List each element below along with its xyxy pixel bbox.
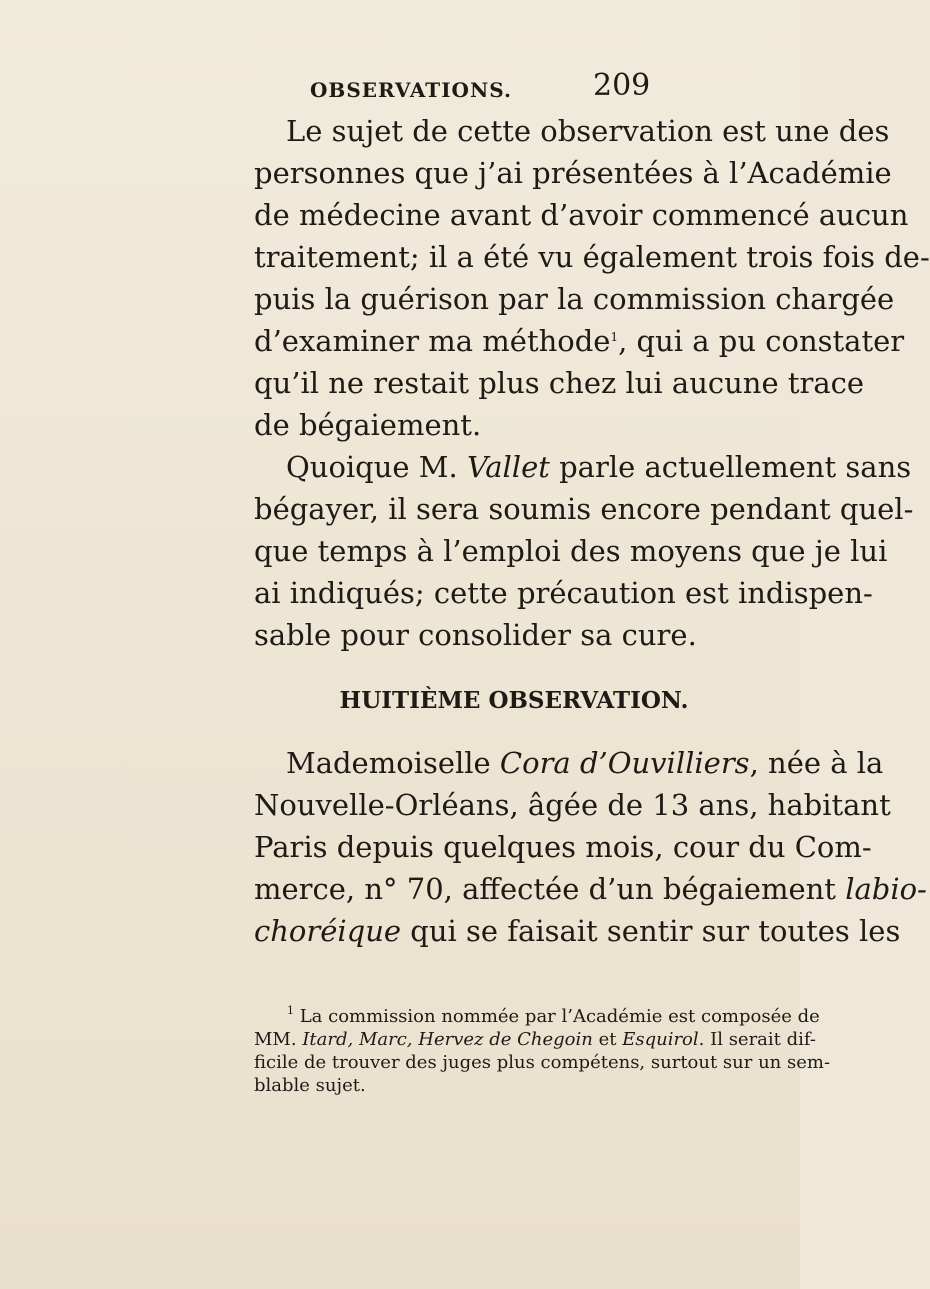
- text-line: [254, 868, 927, 910]
- section-heading: HUITIÈME OBSERVATION.: [339, 687, 689, 714]
- text-fragment: , qui a pu constater: [618, 324, 905, 358]
- text-fragment: qui se faisait sentir sur toutes les: [401, 914, 901, 948]
- text-fragment: d’examiner ma méthode: [254, 324, 611, 358]
- text-line: de bégaiement.: [254, 408, 482, 442]
- text-line: [254, 446, 912, 488]
- section-spacer: [254, 656, 774, 688]
- italic-term: labio-: [845, 872, 927, 906]
- text-line: traitement; il a été vu également trois fois de-: [254, 240, 930, 274]
- footnote-line: [254, 1004, 820, 1028]
- footnote-line: [254, 1028, 817, 1051]
- person-names: Itard, Marc, Hervez de Chegoin: [302, 1029, 593, 1050]
- text-line: [254, 910, 901, 952]
- text-line: Paris depuis quelques mois, cour du Com-: [254, 830, 872, 864]
- person-name: Vallet: [466, 450, 550, 484]
- text-line: puis la guérison par la commission chargée: [254, 282, 895, 316]
- italic-term: choréique: [254, 914, 402, 948]
- text-fragment: MM.: [254, 1029, 303, 1050]
- running-head: [0, 68, 800, 108]
- text-fragment: et: [592, 1029, 623, 1050]
- text-fragment: Quoique M.: [286, 450, 467, 484]
- text-line: Le sujet de cette observation est une des: [286, 114, 890, 148]
- text-fragment: , née à la: [749, 746, 884, 780]
- text-fragment: Mademoiselle: [286, 746, 500, 780]
- person-name: Cora d’Ouvilliers: [499, 746, 750, 780]
- person-name: Esquirol: [622, 1029, 699, 1050]
- text-line: [254, 320, 905, 362]
- text-line: Nouvelle-Orléans, âgée de 13 ans, habitant: [254, 788, 891, 822]
- text-fragment: parle actuellement sans: [549, 450, 912, 484]
- running-title: OBSERVATIONS.: [310, 78, 512, 102]
- main-text: [254, 110, 930, 952]
- text-line: ai indiqués; cette précaution est indispen-: [254, 576, 873, 610]
- footnote-line: blable sujet.: [254, 1075, 366, 1096]
- footnote-marker: 1: [610, 330, 619, 344]
- text-fragment: La commission nommée par l’Académie est composée de: [294, 1006, 820, 1027]
- text-line: que temps à l’emploi des moyens que je lui: [254, 534, 888, 568]
- page-number: 209: [593, 68, 651, 103]
- text-line: qu’il ne restait plus chez lui aucune trace: [254, 366, 865, 400]
- text-fragment: merce, n° 70, affectée d’un bégaiement: [254, 872, 846, 906]
- text-line: bégayer, il sera soumis encore pendant quel-: [254, 492, 914, 526]
- text-line: de médecine avant d’avoir commencé aucun: [254, 198, 909, 232]
- text-line: sable pour consolider sa cure.: [254, 618, 697, 652]
- text-line: personnes que j’ai présentées à l’Académie: [254, 156, 892, 190]
- footnote-line: ficile de trouver des juges plus compétens, surtout sur un sem-: [254, 1052, 831, 1073]
- footnote: [254, 1004, 831, 1097]
- text-fragment: . Il serait dif-: [698, 1029, 817, 1050]
- text-line: [254, 742, 884, 784]
- footnote-number: 1: [287, 1004, 294, 1017]
